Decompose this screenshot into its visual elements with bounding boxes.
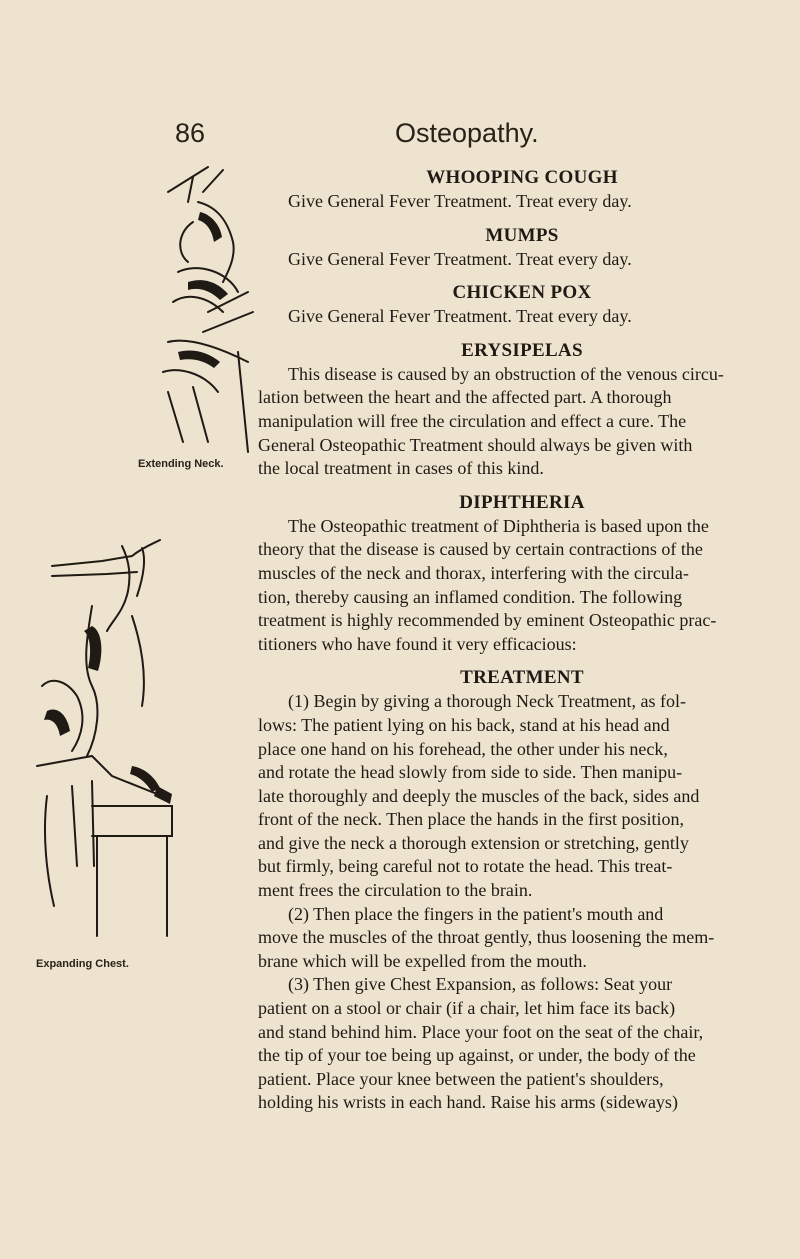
paragraph: Give General Fever Treatment. Treat every day. [288,306,632,327]
section-mumps [288,224,756,272]
figure-caption: Extending Neck. [138,458,224,470]
section-heading: CHICKEN POX [452,282,592,304]
section-heading: TREATMENT [460,667,584,689]
paragraph: Give General Fever Treatment. Treat every day. [288,191,632,211]
section-chicken-pox [288,281,756,329]
section-heading: ERYSIPELAS [461,339,583,361]
paragraph: This disease is caused by an obstruction of the venous circu- lation between the heart and the affected part. A thorough manipulation will free the circulation and effect a cure. The General Osteopathic Treatment should always be given with the local treatment in cases of this kind. [258,363,724,479]
expanding-chest-illustration [32,536,197,946]
section-heading: WHOOPING COUGH [426,167,618,188]
paragraph: (1) Begin by giving a thorough Neck Treatment, as fol- lows: The patient lying on his back, stand at his head and place one hand on his forehead, the other under his neck, and rotate the head slowly from side to side. Then manipu- late thoroughly and deeply the muscles of the back, sides and front of the neck. Then place the hands in the first position, and give the neck a thorough extension or stretching, gently but firmly, being careful not to rotate the head. This treat- ment frees the circulation to the brain. (2) Then place the fingers in the patient's mouth and move the muscles of the throat gently, thus loosening the mem- brane which will be expelled from the mouth. (3) Then give Chest Expansion, as follows: Seat your patient on a stool or chair (if a chair, let him face its back) and stand behind him. Place your foot on the seat of the chair, the tip of your toe being up against, or under, the body of the patient. Place your knee between the patient's shoulders, holding his wrists in each hand. Raise his arms (sideways) [258,691,715,1113]
paragraph: Give General Fever Treatment. Treat every day. [288,248,632,269]
section-heading: MUMPS [485,224,559,246]
page-number: 86 [175,118,206,148]
section-diphtheria [258,491,756,657]
section-heading: DIPHTHERIA [459,491,585,513]
section-erysipelas [258,339,756,481]
paragraph: The Osteopathic treatment of Diphtheria is based upon the theory that the disease is caused by certain contractions of the muscles of the neck and thorax, interfering with the circula- tion, thereby causing an inflamed condition. The following treatment is highly recommended by eminent Osteopathic prac- titioners who have found it very efficacious: [258,515,717,654]
extending-neck-illustration [148,162,268,462]
section-whooping-cough [288,166,756,214]
running-title: Osteopathy. [395,118,539,148]
figure-caption: Expanding Chest. [36,958,129,970]
section-treatment [258,666,756,1115]
body-text [258,166,756,1125]
